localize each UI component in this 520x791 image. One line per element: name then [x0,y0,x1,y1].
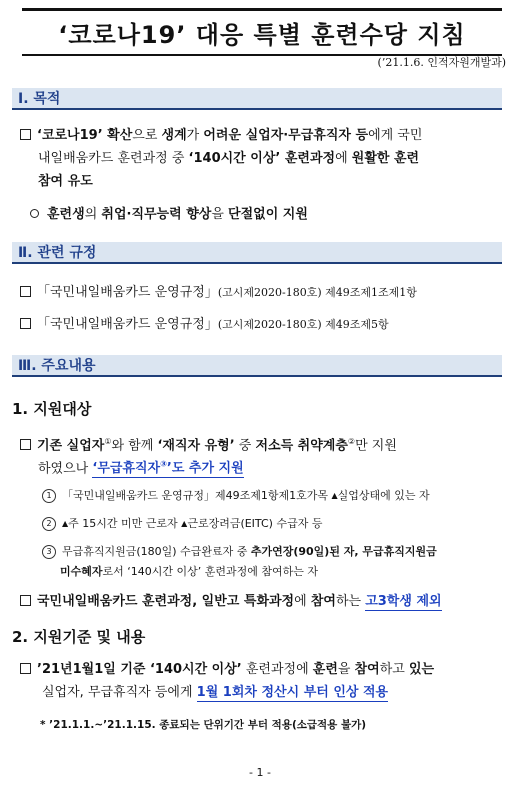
circled-number-icon: 3 [42,545,56,559]
text: 에게 국민 [368,128,423,143]
footnote-marker: ③ [160,460,167,469]
text: 참여 [354,662,380,677]
text: 참여 [310,594,336,609]
text-covid-spread: ‘코로나19’ 확산 [37,128,133,143]
text: 실업자, 무급휴직자 등에게 [42,685,197,700]
text: 추가연장(90일)된 자, 무급휴직지원금 [250,545,437,558]
text: 을 [211,207,229,222]
footnote-1 [42,486,430,506]
circled-number-icon: 1 [42,489,56,503]
purpose-paragraph-line3: 참여 유도 [38,174,93,189]
text: 내일배움카드 훈련과정 중 [38,151,189,166]
footnote-2 [42,514,322,534]
page-title: ‘코로나19’ 대응 특별 훈련수당 지침 [58,21,466,49]
text: 하고 [379,662,409,677]
triangle-bullet-icon: ▲ [181,519,188,528]
eligibility-paragraph [20,432,508,456]
text-regulation-name: 「국민내일배움카드 운영규정」 [37,317,218,332]
text: 에 [335,151,352,166]
triangle-bullet-icon: ▲ [62,519,69,528]
footnote-3-line2 [60,562,318,582]
text-140h-course: ‘140시간 이상’ 훈련과정 [188,151,336,166]
text: ‘무급휴직자 [92,461,161,477]
text: 무급휴직지원금(180일) 수급완료자 중 [62,545,251,558]
highlight-unpaid-leave [92,461,243,478]
criteria-paragraph-line2 [42,683,388,703]
footnote-marker: ① [104,437,112,446]
text: 로서 ‘140시간 이상’ 훈련과정에 참여하는 자 [102,565,319,578]
text: 훈련생 [47,207,85,222]
text: 단절없이 지원 [228,207,308,222]
checkbox-bullet-icon [20,286,31,297]
checkbox-bullet-icon [20,439,31,450]
regulation-item-2 [20,315,389,335]
highlight-exclusion: 고3학생 제외 [365,594,442,609]
text: 「국민내일배움카드 운영규정」제49조제1항제1호가목 [62,489,329,502]
text: 취업·직무능력 향상 [101,207,212,222]
circle-bullet-icon [30,209,39,218]
text-regulation-clause: (고시제2020-180호) 제49조제5항 [217,318,389,331]
text: ’21년1월1일 기준 ‘140시간 이상’ [37,662,242,677]
text: 으로 [132,128,162,143]
purpose-paragraph-line2 [38,149,419,169]
text-smooth-training: 원활한 훈련 [351,151,420,166]
triangle-bullet-icon: ▲ [331,491,338,500]
text: 중 [234,438,256,454]
subheading-criteria: 2. 지원기준 및 내용 [12,628,146,646]
text: 저소득 취약계층 [255,438,348,454]
checkbox-bullet-icon [20,663,31,674]
footnote-3 [42,542,437,562]
text: 의 [84,207,102,222]
text: 하는 [335,594,366,609]
text-livelihood: 생계 [161,128,187,143]
text: 가 [186,128,204,143]
checkbox-bullet-icon [20,595,31,606]
text: 훈련과정에 [241,662,313,677]
text: 기존 실업자 [37,438,105,454]
text: 만 지원 [355,438,397,454]
text: 실업상태에 있는 자 [337,489,430,502]
purpose-paragraph [20,126,508,146]
eligibility-paragraph-line2 [38,455,244,479]
checkbox-bullet-icon [20,129,31,140]
text-target-group: 어려운 실업자·무급휴직자 등 [203,128,369,143]
text: 에 [294,594,311,609]
text: 주 15시간 미만 근로자 [68,517,178,530]
text-regulation-clause: (고시제2020-180호) 제49조제1조제1항 [217,286,417,299]
text: 와 함께 [111,438,158,454]
footnote-marker: ② [347,437,356,446]
text: 하였으나 [38,461,93,477]
text: 을 [337,662,355,677]
purpose-sub-item [30,205,308,225]
criteria-paragraph [20,660,508,680]
subheading-eligibility: 1. 지원대상 [12,400,92,418]
criteria-note: * ’21.1.1.~’21.1.15. 종료되는 단위기간 부터 적용(소급적용 불가) [40,719,367,731]
text: 국민내일배움카드 훈련과정, 일반고 특화과정 [37,594,295,609]
text: 미수혜자 [60,565,103,578]
text: ‘재직자 유형’ [157,438,235,454]
regulation-item-1 [20,283,417,303]
text: ’도 추가 지원 [166,461,244,477]
exclusion-item [20,592,442,612]
section-regulation-header: Ⅱ. 관련 규정 [12,242,502,264]
text-regulation-name: 「국민내일배움카드 운영규정」 [37,285,218,300]
section-main-content-header: Ⅲ. 주요내용 [12,355,502,377]
text: 있는 [409,662,435,677]
page-number: - 1 - [249,766,271,779]
title-block [22,8,502,56]
circled-number-icon: 2 [42,517,56,531]
section-purpose-header: Ⅰ. 목적 [12,88,502,110]
text: 훈련 [312,662,338,677]
highlight-apply-from: 1월 1회차 정산시 부터 인상 적용 [196,685,389,700]
checkbox-bullet-icon [20,318,31,329]
text: 근로장려금(EITC) 수급자 등 [187,517,323,530]
source-note: (’21.1.6. 인적자원개발과) [377,56,506,69]
